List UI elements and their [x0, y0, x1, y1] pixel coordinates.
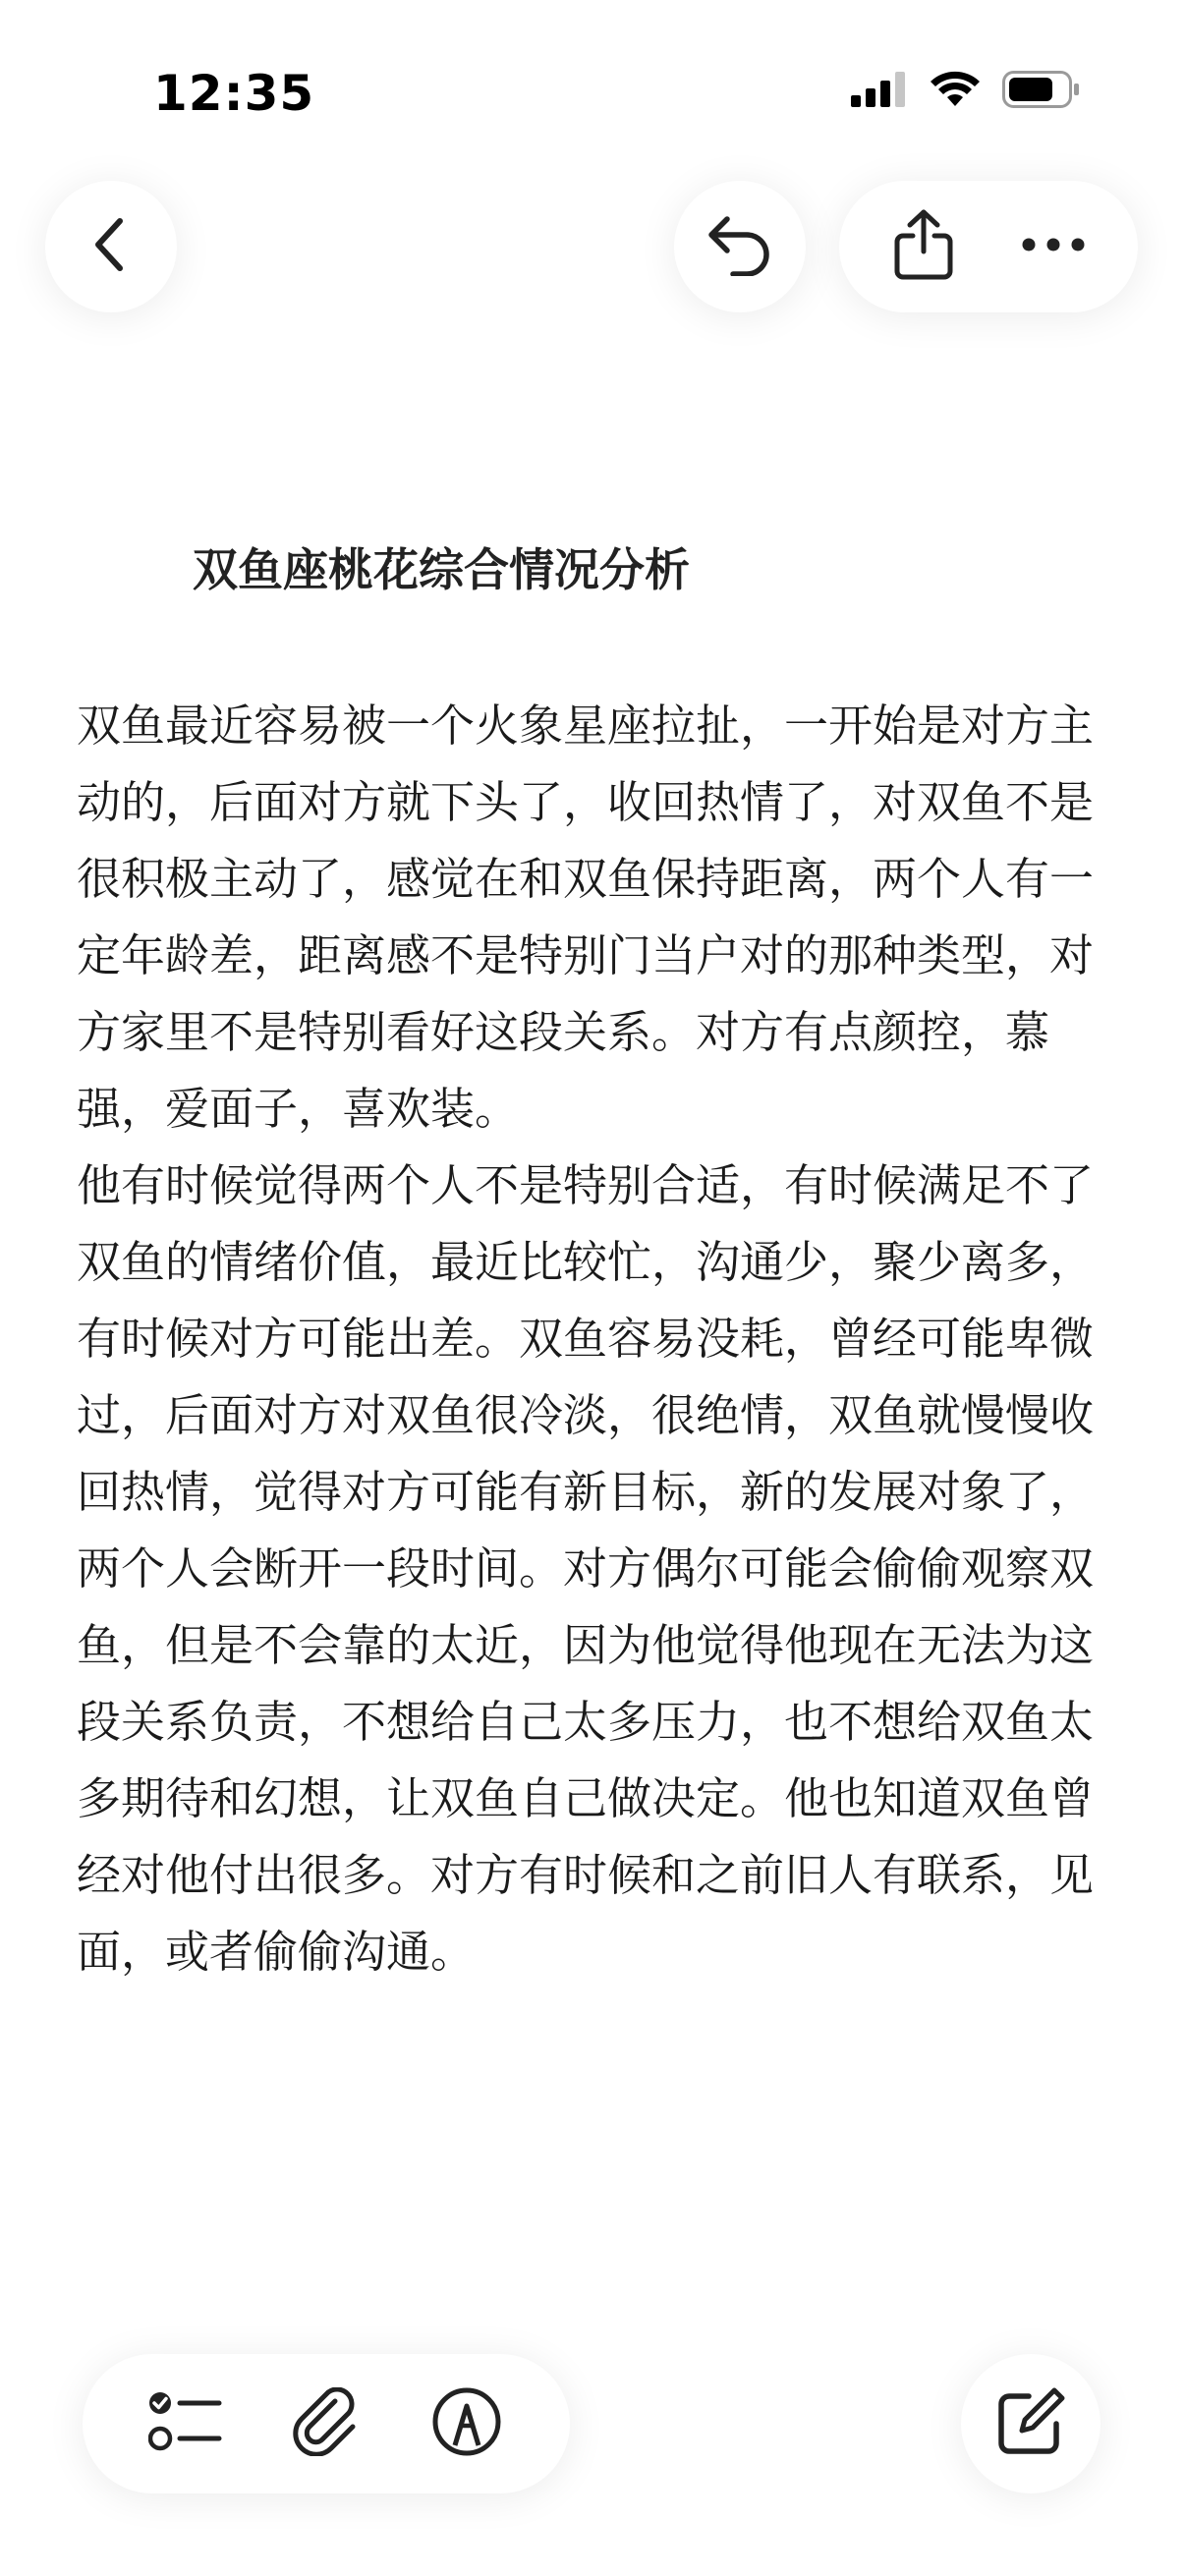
compose-button[interactable]: [961, 2354, 1100, 2493]
note-body: [77, 688, 1108, 1990]
chevron-left-icon: [86, 215, 136, 278]
back-button[interactable]: [45, 181, 177, 312]
share-more-group: [839, 181, 1138, 312]
paperclip-icon: [292, 2387, 361, 2460]
top-toolbar: [0, 177, 1185, 324]
attachment-button[interactable]: [267, 2365, 385, 2483]
note-title: 双鱼座桃花综合情况分析: [193, 543, 690, 596]
share-button[interactable]: [865, 188, 983, 306]
bottom-toolbar: [83, 2354, 570, 2493]
battery-icon: [1002, 71, 1081, 112]
checklist-icon: [148, 2389, 223, 2458]
pen-markup-icon: [431, 2386, 502, 2461]
markup-button[interactable]: [408, 2365, 526, 2483]
status-bar: [0, 0, 1185, 196]
more-button[interactable]: [994, 188, 1112, 306]
note-content[interactable]: [77, 531, 1108, 1990]
note-paragraph-2: 他有时候觉得两个人不是特别合适，有时候满足不了双鱼的情绪价值，最近比较忙，沟通少，聚少离多，有时候对方可能出差。双鱼容易没耗，曾经可能卑微过，后面对方对双鱼很冷淡，很绝情，双鱼就慢慢收回热情，觉得对方可能有新目标，新的发展对象了，两个人会断开一段时间。对方偶尔可能会偷偷观察双鱼，但是不会靠的太近，因为他觉得他现在无法为这段关系负责，不想给自己太多压力，也不想给双鱼太多期待和幻想，让双鱼自己做决定。他也知道双鱼曾经对他付出很多。对方有时候和之前旧人有联系，见面，或者偷偷沟通。: [77, 1159, 1095, 1978]
wifi-icon: [930, 71, 981, 112]
share-icon: [893, 208, 954, 285]
compose-icon: [995, 2386, 1066, 2461]
undo-button[interactable]: [674, 181, 806, 312]
status-time: 12:35: [153, 65, 315, 122]
cellular-signal-icon: [851, 72, 908, 111]
undo-icon: [705, 213, 774, 280]
checklist-button[interactable]: [127, 2365, 245, 2483]
note-paragraph-1: 双鱼最近容易被一个火象星座拉扯，一开始是对方主动的，后面对方就下头了，收回热情了，对双鱼不是很积极主动了，感觉在和双鱼保持距离，两个人有一定年龄差，距离感不是特别门当户对的那种类型，对方家里不是特别看好这段关系。对方有点颜控，慕强，爱面子，喜欢装。: [77, 700, 1095, 1135]
more-icon: [1021, 237, 1086, 256]
status-icons: [851, 71, 1081, 112]
